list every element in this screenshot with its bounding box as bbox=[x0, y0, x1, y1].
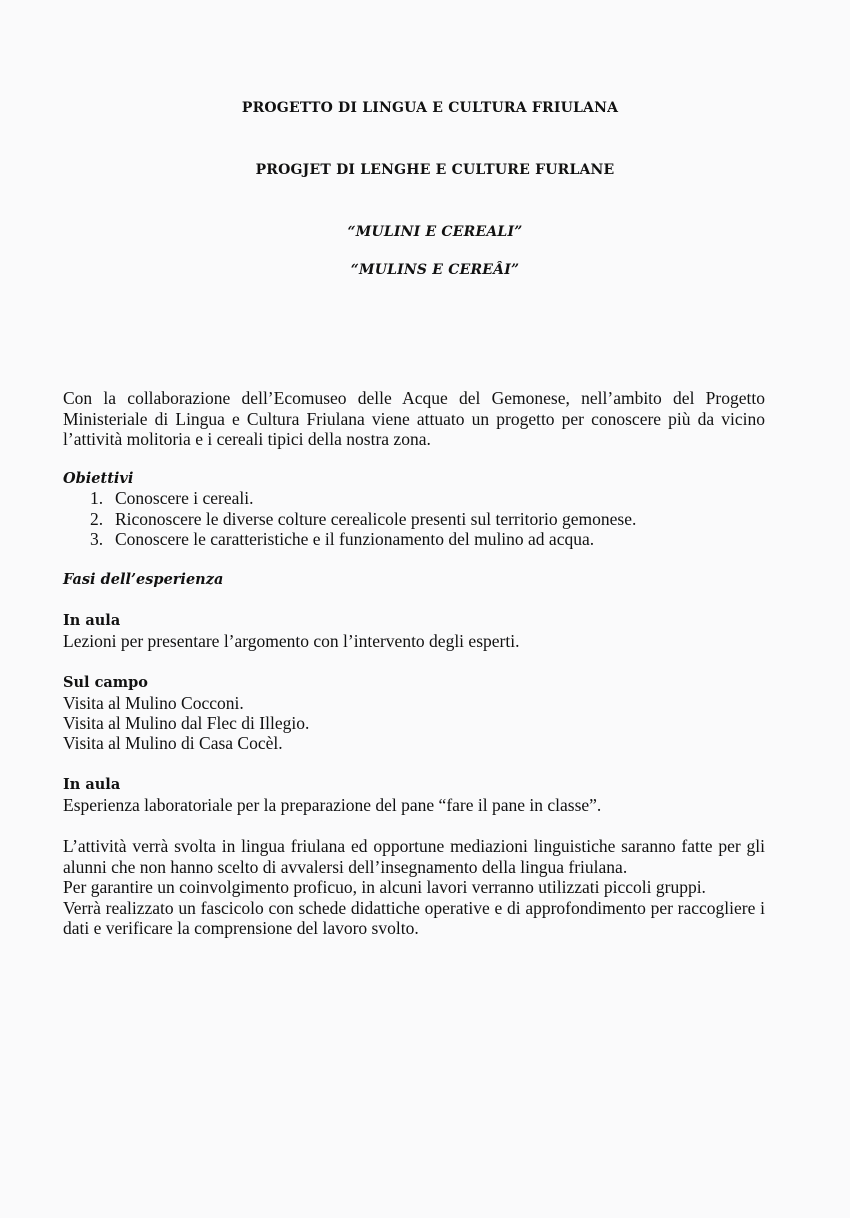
list-text: Riconoscere le diverse colture cerealicole presenti sul territorio gemonese. bbox=[115, 508, 637, 529]
list-text: Conoscere le caratteristiche e il funzionamento del mulino ad acqua. bbox=[115, 529, 595, 549]
title-italian: PROGETTO DI LINGUA E CULTURA FRIULANA bbox=[241, 100, 619, 116]
list-number: 3. bbox=[90, 529, 104, 549]
closing-paragraph: Per garantire un coinvolgimento proficuo, in alcuni lavori verranno utilizzati piccoli gruppi. bbox=[63, 877, 706, 897]
campo-visit-item: Visita al Mulino di Casa Cocèl. bbox=[63, 733, 283, 753]
campo-visit-item: Visita al Mulino dal Flec di Illegio. bbox=[63, 713, 310, 733]
list-item bbox=[63, 509, 783, 530]
closing-paragraph: Verrà realizzato un fascicolo con schede didattiche operative e di approfondimento per raccogliere i dati e verificare la comprensione del lavoro svolto. bbox=[63, 897, 765, 938]
phase-aula2-text: Esperienza laboratoriale per la preparazione del pane “fare il pane in classe”. bbox=[63, 795, 602, 815]
phase-aula2-heading: In aula bbox=[63, 776, 121, 793]
list-number: 2. bbox=[90, 508, 104, 529]
objectives-list bbox=[63, 488, 783, 550]
phase-campo-heading: Sul campo bbox=[63, 674, 148, 691]
list-number: 1. bbox=[90, 488, 104, 508]
subtitle-italian: “MULINI E CEREALI” bbox=[347, 224, 523, 240]
title-friulian: PROGJET DI LENGHE E CULTURE FURLANE bbox=[255, 162, 615, 178]
objectives-heading: Obiettivi bbox=[63, 470, 134, 487]
intro-paragraph bbox=[63, 388, 765, 450]
phase-aula-text: Lezioni per presentare l’argomento con l’intervento degli esperti. bbox=[63, 631, 520, 651]
closing-paragraph: L’attività verrà svolta in lingua friulana ed opportune mediazioni linguistiche saranno fatte per gli alunni che non hanno scelto di avvalersi dell’insegnamento della lingua friulana. bbox=[63, 836, 765, 877]
phase-aula-heading: In aula bbox=[63, 612, 121, 629]
campo-visit-item: Visita al Mulino Cocconi. bbox=[63, 693, 244, 713]
list-item bbox=[63, 488, 783, 509]
closing-section bbox=[63, 836, 765, 939]
subtitle-friulian: “MULINS E CEREÂI” bbox=[350, 262, 520, 278]
phases-heading: Fasi dell’esperienza bbox=[63, 571, 224, 588]
intro-text: Con la collaborazione dell’Ecomuseo delle Acque del Gemonese, nell’ambito del Progetto Ministeriale di Lingua e Cultura Friulana viene attuato un progetto per conoscere più da vicino l’attività molitoria e i cereali tipici della nostra zona. bbox=[63, 388, 765, 449]
list-text: Conoscere i cereali. bbox=[115, 488, 254, 508]
list-item bbox=[63, 529, 783, 550]
